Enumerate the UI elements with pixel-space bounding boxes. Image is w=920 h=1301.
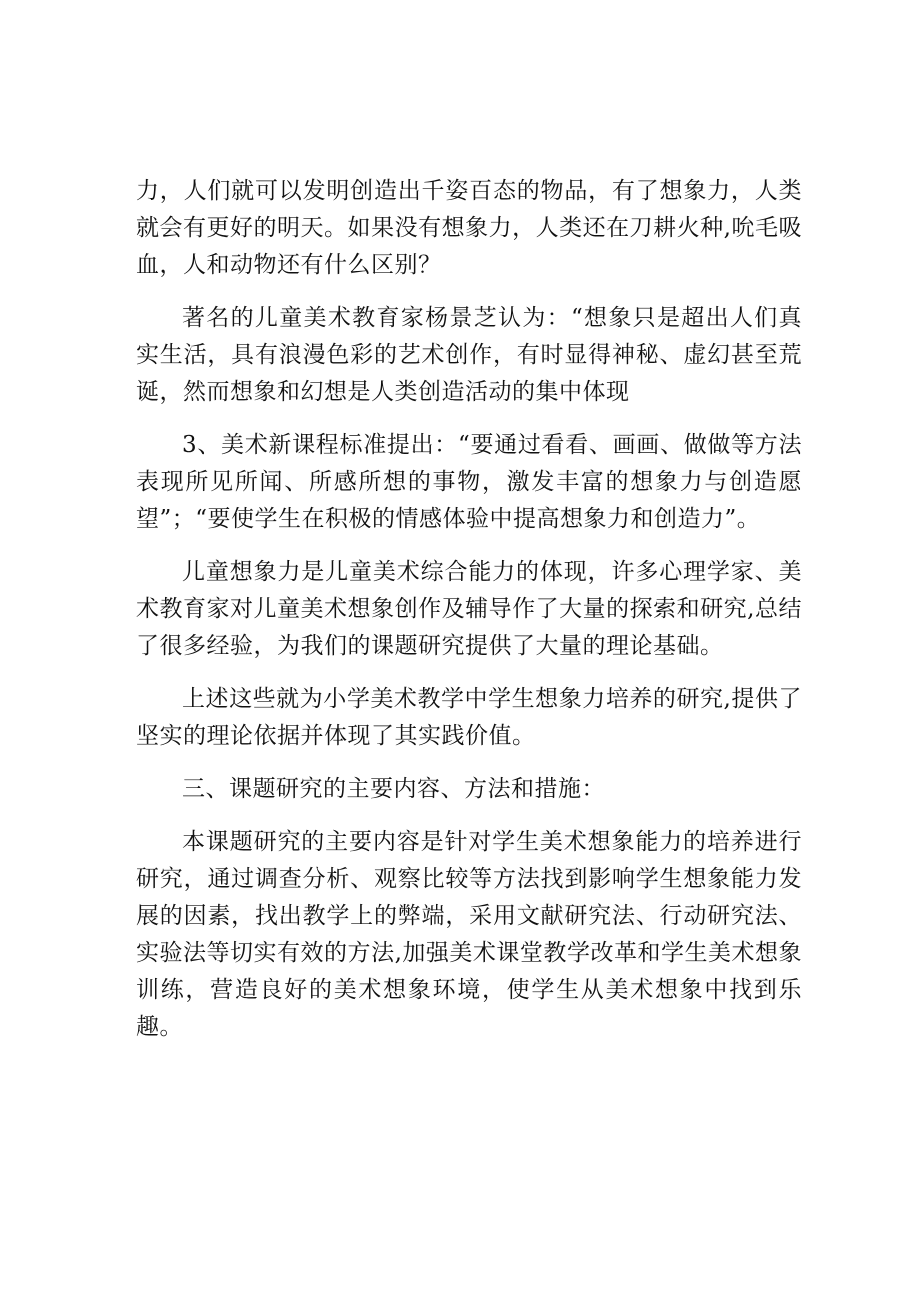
paragraph-yang-jingzhi-quote: 著名的儿童美术教育家杨景芝认为：“想象只是超出人们真实生活，具有浪漫色彩的艺术创作，有时显得神秘、虚幻甚至荒诞，然而想象和幻想是人类创造活动的集中体现 — [136, 305, 802, 405]
document-body — [136, 173, 802, 1062]
section-heading-research-content: 三、课题研究的主要内容、方法和措施： — [182, 776, 605, 802]
paragraph-curriculum-standard: 3、美术新课程标准提出：“要通过看看、画画、做做等方法表现所见所闻、所感所想的事物，激发丰富的想象力与创造愿望”；“要使学生在积极的情感体验中提高想象力和创造力”。 — [136, 432, 802, 532]
paragraph-continued: 力，人们就可以发明创造出千姿百态的物品，有了想象力，人类就会有更好的明天。如果没有想象力，人类还在刀耕火种,吮毛吸血，人和动物还有什么区别？ — [136, 178, 802, 278]
paragraph-child-imagination: 儿童想象力是儿童美术综合能力的体现，许多心理学家、美术教育家对儿童美术想象创作及辅导作了大量的探索和研究,总结了很多经验，为我们的课题研究提供了大量的理论基础。 — [136, 559, 802, 659]
paragraph-theoretical-basis: 上述这些就为小学美术教学中学生想象力培养的研究,提供了坚实的理论依据并体现了其实践价值。 — [136, 686, 802, 749]
paragraph-research-content: 本课题研究的主要内容是针对学生美术想象能力的培养进行研究，通过调查分析、观察比较等方法找到影响学生想象能力发展的因素，找出教学上的弊端，采用文献研究法、行动研究法、实验法等切实有效的方法,加强美术课堂教学改革和学生美术想象训练，营造良好的美术想象环境，使学生从美术想象中找到乐趣。 — [136, 829, 802, 1040]
